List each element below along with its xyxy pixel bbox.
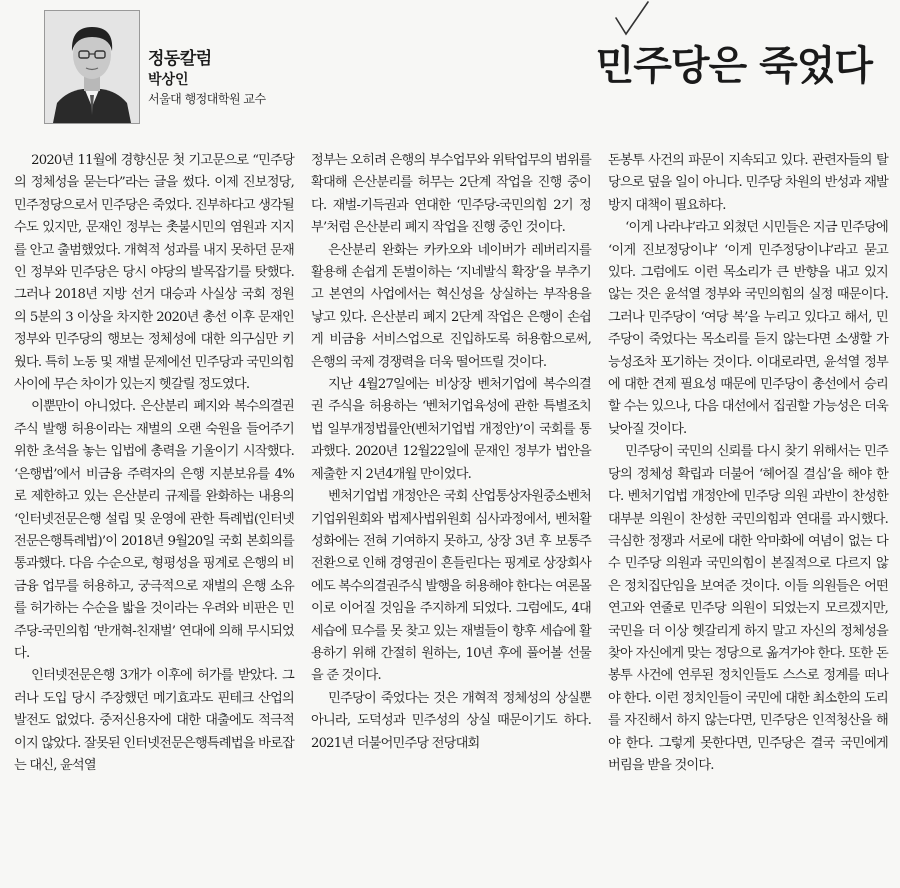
column-name: 정동칼럼 xyxy=(148,49,212,69)
author-name: 박상인 xyxy=(148,72,189,88)
handwritten-check-icon xyxy=(612,0,652,42)
article-paragraph: 민주당이 국민의 신뢰를 다시 찾기 위해서는 민주당의 정체성 확립과 더불어 ‘헤어질 결심’을 해야 한다. 벤처기업법 개정안에 민주당 의원 과반이 찬성한 대부분 의원이 찬성한 국민의힘과 연대를 과시했다. 극심한 정쟁과 서로에 대한 악마화에 여념이 없는 다수 민주당 의원과 국민의힘이 본질적으로 다르지 않은 정치집단임을 보여준 것이다. 이들 의원들은 어떤 연고와 연줄로 민주당 의원이 되었는지 모르겠지만, 국민을 더 이상 헷갈리게 하지 말고 자신의 정체성을 찾아 자신에게 맞는 정당으로 옮겨가야 한다. 또한 돈봉투 사건에 연루된 정치인들도 스스로 정계를 떠나야 한다. 이런 정치인들이 국민에 대한 최소한의 도리를 자진해서 하지 않는다면, 민주당은 인적청산을 해야 한다. 그렇게 못한다면, 민주당은 결국 국민에게 버림을 받을 것이다. xyxy=(608,444,888,773)
byline xyxy=(148,48,266,108)
article-paragraph: 이뿐만이 아니었다. 은산분리 폐지와 복수의결권 주식 발행 허용이라는 재벌의 오랜 숙원을 들어주기 위한 초석을 놓는 입법에 총력을 기울이기 시작했다. ‘은행법’에서 비금융 주력자의 은행 지분보유를 4%로 제한하고 있는 은산분리 규제를 완화하는 내용의 ‘인터넷전문은행 설립 및 운영에 관한 특례법(인터넷전문은행특례법)’이 2018년 9월20일 국회 본회의를 통과했다. 다음 수순으로, 형평성을 핑계로 은행의 비금융 업무를 허용하고, 궁극적으로 재벌의 은행 소유를 허가하는 수순을 밟을 것이라는 우려와 비판은 민주당-국민의힘 ‘반개혁-친재벌’ 연대에 의해 무시되었다. xyxy=(14,399,294,661)
article-paragraph: 2020년 11월에 경향신문 첫 기고문으로 “민주당의 정체성을 묻는다”라는 글을 썼다. 이제 진보정당, 민주정당으로서 민주당은 죽었다. 진부하다고 생각될 수도 있지만, 문재인 정부는 촛불시민의 염원과 지지를 안고 출범했었다. 개혁적 성과를 내지 못하던 문재인 정부와 민주당은 당시 야당의 발목잡기를 탓했다. 그러나 2018년 지방 선거 대승과 사실상 국회 정원의 5분의 3 이상을 차지한 2020년 총선 이후 문재인 정부와 민주당의 행보는 정체성에 대한 의구심만 키웠다. 특히 노동 및 재벌 문제에선 민주당과 국민의힘 사이에 무슨 차이가 있는지 헷갈릴 정도였다. xyxy=(14,153,294,393)
article-paragraph: 은산분리 완화는 카카오와 네이버가 레버리지를 활용해 손쉽게 돈벌이하는 ‘지네발식 확장’을 부추기고 본연의 사업에서는 혁신성을 상실하는 부작용을 낳고 있다. 은산분리 폐지 2단계 작업은 은행이 손쉽게 비금융 서비스업으로 진입하도록 허용함으로써, 은행의 국제 경쟁력을 더욱 떨어뜨릴 것이다. xyxy=(311,242,591,370)
headline: 민주당은 죽었다 xyxy=(595,43,872,89)
article-column-1 xyxy=(14,150,294,880)
article-paragraph: 벤처기업법 개정안은 국회 산업통상자원중소벤처기업위원회와 법제사법위원회 심사과정에서, 벤처활성화에는 전혀 기여하지 못하고, 상장 3년 후 보통주 전환으로 인해 경영권이 흔들린다는 핑계로 상장회사에도 복수의결권주식 발행을 허용해야 한다는 여론몰이로 이어질 것임을 주지하게 되었다. 그럼에도, 4대 세습에 묘수를 못 찾고 있는 재벌들이 향후 세습에 활용하기 위해 간절히 원하는, 10년 후에 풀어볼 선물을 준 것이다. xyxy=(311,489,591,684)
author-photo xyxy=(44,10,140,124)
author-title: 서울대 행정대학원 교수 xyxy=(148,92,266,106)
article-column-3 xyxy=(608,150,888,880)
article-paragraph: 민주당이 죽었다는 것은 개혁적 정체성의 상실뿐 아니라, 도덕성과 민주성의 상실 때문이기도 하다. 2021년 더불어민주당 전당대회 xyxy=(311,690,591,751)
article-paragraph: 지난 4월27일에는 비상장 벤처기업에 복수의결권 주식을 허용하는 ‘벤처기업육성에 관한 특별조치법 일부개정법률안(벤처기업법 개정안)’이 국회를 통과했다. 2020년 12월22일에 문재인 정부가 법안을 제출한 지 2년4개월 만이었다. xyxy=(311,377,591,482)
article-paragraph: 돈봉투 사건의 파문이 지속되고 있다. 관련자들의 탈당으로 덮을 일이 아니다. 민주당 차원의 반성과 재발 방지 대책이 필요하다. xyxy=(608,153,888,213)
author-portrait-image xyxy=(45,11,139,123)
article-paragraph: 정부는 오히려 은행의 부수업무와 위탁업무의 범위를 확대해 은산분리를 허무는 2단계 작업을 진행 중이다. 재벌-기득권과 연대한 ‘민주당-국민의힘 2기 정부’처럼 은산분리 폐지 작업을 진행 중인 것이다. xyxy=(311,153,591,236)
article-paragraph: ‘이게 나라냐’라고 외쳤던 시민들은 지금 민주당에 ‘이게 진보정당이냐’ ‘이게 민주정당이냐’라고 묻고 있다. 그럼에도 이런 목소리가 큰 반향을 내고 있지 않는 것은 윤석열 정부와 국민의힘의 실정 때문이다. 그러나 민주당이 ‘여당 복’을 누리고 있다고 해서, 민주당이 죽었다는 목소리를 듣지 않는다면 소생할 가능성조차 포기하는 것이다. 이대로라면, 윤석열 정부에 대한 견제 필요성 때문에 민주당이 총선에서 승리할 수는 있으나, 다음 대선에서 집권할 가능성은 더욱 낮아질 것이다. xyxy=(608,220,888,437)
article-body xyxy=(14,150,888,880)
article-column-2 xyxy=(311,150,591,880)
article-paragraph: 인터넷전문은행 3개가 이후에 허가를 받았다. 그러나 도입 당시 주장했던 메기효과도 핀테크 산업의 발전도 없었다. 중저신용자에 대한 대출에도 적극적이지 않았다. 잘못된 인터넷전문은행특례법을 바로잡는 대신, 윤석열 xyxy=(14,668,294,773)
